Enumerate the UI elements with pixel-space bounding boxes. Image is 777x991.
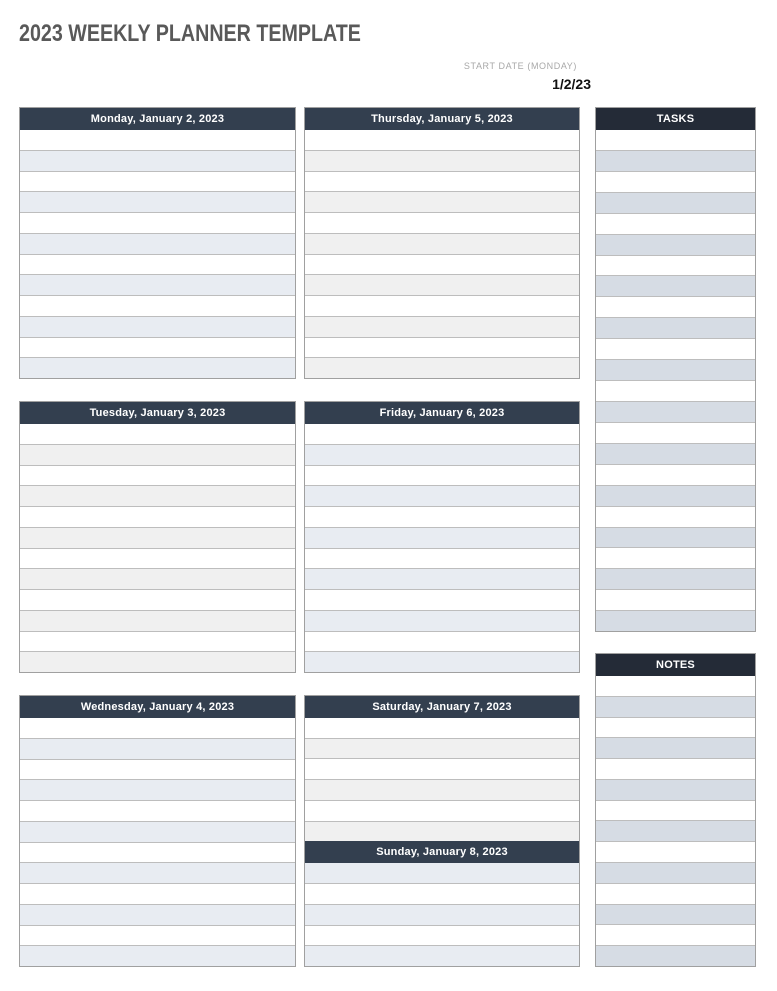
row-cell[interactable] xyxy=(596,945,755,966)
row-cell[interactable] xyxy=(305,150,579,171)
notes-header: NOTES xyxy=(596,654,755,676)
row-cell[interactable] xyxy=(305,191,579,212)
row-cell[interactable] xyxy=(596,130,755,150)
row-cell[interactable] xyxy=(20,883,295,904)
row-cell[interactable] xyxy=(305,316,579,337)
saturday-rows xyxy=(305,718,579,841)
row-cell[interactable] xyxy=(305,337,579,358)
row-cell[interactable] xyxy=(20,925,295,946)
row-cell[interactable] xyxy=(596,213,755,234)
tasks-rows xyxy=(596,130,755,631)
notes-panel xyxy=(595,653,756,967)
row-cell[interactable] xyxy=(305,945,579,966)
tuesday-rows xyxy=(20,424,295,672)
row-cell[interactable] xyxy=(305,548,579,569)
row-cell[interactable] xyxy=(20,130,295,150)
row-cell[interactable] xyxy=(596,589,755,610)
row-cell[interactable] xyxy=(305,357,579,378)
row-cell[interactable] xyxy=(305,589,579,610)
row-cell[interactable] xyxy=(20,424,295,444)
row-cell[interactable] xyxy=(596,610,755,631)
row-cell[interactable] xyxy=(596,568,755,589)
monday-rows xyxy=(20,130,295,378)
wednesday-header: Wednesday, January 4, 2023 xyxy=(20,696,295,718)
row-cell[interactable] xyxy=(20,631,295,652)
row-cell[interactable] xyxy=(305,758,579,779)
row-cell[interactable] xyxy=(596,820,755,841)
row-cell[interactable] xyxy=(20,274,295,295)
row-cell[interactable] xyxy=(305,738,579,759)
row-cell[interactable] xyxy=(305,779,579,800)
row-cell[interactable] xyxy=(596,359,755,380)
row-cell[interactable] xyxy=(20,800,295,821)
row-cell[interactable] xyxy=(20,465,295,486)
row-cell[interactable] xyxy=(596,255,755,276)
tasks-header: TASKS xyxy=(596,108,755,130)
day-panel-tuesday xyxy=(19,401,296,673)
row-cell[interactable] xyxy=(20,316,295,337)
row-cell[interactable] xyxy=(596,717,755,738)
row-cell[interactable] xyxy=(20,945,295,966)
row-cell[interactable] xyxy=(305,465,579,486)
row-cell[interactable] xyxy=(596,275,755,296)
row-cell[interactable] xyxy=(596,696,755,717)
tuesday-header: Tuesday, January 3, 2023 xyxy=(20,402,295,424)
row-cell[interactable] xyxy=(596,401,755,422)
row-cell[interactable] xyxy=(596,506,755,527)
row-cell[interactable] xyxy=(596,422,755,443)
row-cell[interactable] xyxy=(596,527,755,548)
row-cell[interactable] xyxy=(596,338,755,359)
friday-rows xyxy=(305,424,579,672)
row-cell[interactable] xyxy=(20,842,295,863)
row-cell[interactable] xyxy=(305,904,579,925)
row-cell[interactable] xyxy=(20,233,295,254)
row-cell[interactable] xyxy=(305,863,579,883)
row-cell[interactable] xyxy=(20,759,295,780)
day-panel-friday xyxy=(304,401,580,673)
row-cell[interactable] xyxy=(20,548,295,569)
day-panel-saturday-sunday xyxy=(304,695,580,967)
row-cell[interactable] xyxy=(596,779,755,800)
row-cell[interactable] xyxy=(20,568,295,589)
notes-rows xyxy=(596,676,755,966)
day-panel-thursday xyxy=(304,107,580,379)
page-title: 2023 WEEKLY PLANNER TEMPLATE xyxy=(19,20,361,47)
row-cell[interactable] xyxy=(20,527,295,548)
row-cell[interactable] xyxy=(596,883,755,904)
row-cell[interactable] xyxy=(305,444,579,465)
row-cell[interactable] xyxy=(305,485,579,506)
row-cell[interactable] xyxy=(20,904,295,925)
row-cell[interactable] xyxy=(596,676,755,696)
sunday-rows xyxy=(305,863,579,966)
row-cell[interactable] xyxy=(20,862,295,883)
row-cell[interactable] xyxy=(20,821,295,842)
friday-header: Friday, January 6, 2023 xyxy=(305,402,579,424)
row-cell[interactable] xyxy=(596,547,755,568)
wednesday-rows xyxy=(20,718,295,966)
start-date-label: START DATE (MONDAY) xyxy=(463,61,577,71)
row-cell[interactable] xyxy=(20,191,295,212)
row-cell[interactable] xyxy=(20,212,295,233)
row-cell[interactable] xyxy=(20,718,295,738)
row-cell[interactable] xyxy=(20,357,295,378)
row-cell[interactable] xyxy=(305,527,579,548)
row-cell[interactable] xyxy=(596,234,755,255)
row-cell[interactable] xyxy=(20,337,295,358)
row-cell[interactable] xyxy=(20,444,295,465)
thursday-header: Thursday, January 5, 2023 xyxy=(305,108,579,130)
row-cell[interactable] xyxy=(596,464,755,485)
row-cell[interactable] xyxy=(596,737,755,758)
row-cell[interactable] xyxy=(20,651,295,672)
row-cell[interactable] xyxy=(305,800,579,821)
row-cell[interactable] xyxy=(305,821,579,842)
row-cell[interactable] xyxy=(596,317,755,338)
row-cell[interactable] xyxy=(20,738,295,759)
row-cell[interactable] xyxy=(305,130,579,150)
row-cell[interactable] xyxy=(20,506,295,527)
row-cell[interactable] xyxy=(305,233,579,254)
row-cell[interactable] xyxy=(305,171,579,192)
row-cell[interactable] xyxy=(305,631,579,652)
row-cell[interactable] xyxy=(20,295,295,316)
thursday-rows xyxy=(305,130,579,378)
row-cell[interactable] xyxy=(20,610,295,631)
row-cell[interactable] xyxy=(20,171,295,192)
row-cell[interactable] xyxy=(20,779,295,800)
row-cell[interactable] xyxy=(305,295,579,316)
row-cell[interactable] xyxy=(305,424,579,444)
row-cell[interactable] xyxy=(596,485,755,506)
monday-header: Monday, January 2, 2023 xyxy=(20,108,295,130)
row-cell[interactable] xyxy=(596,800,755,821)
row-cell[interactable] xyxy=(20,254,295,275)
row-cell[interactable] xyxy=(305,651,579,672)
start-date-value[interactable]: 1/2/23 xyxy=(552,76,591,92)
row-cell[interactable] xyxy=(305,506,579,527)
row-cell[interactable] xyxy=(305,274,579,295)
row-cell[interactable] xyxy=(596,296,755,317)
row-cell[interactable] xyxy=(596,758,755,779)
row-cell[interactable] xyxy=(596,924,755,945)
row-cell[interactable] xyxy=(596,862,755,883)
day-panel-monday xyxy=(19,107,296,379)
row-cell[interactable] xyxy=(596,192,755,213)
row-cell[interactable] xyxy=(596,171,755,192)
row-cell[interactable] xyxy=(596,841,755,862)
row-cell[interactable] xyxy=(596,904,755,925)
row-cell[interactable] xyxy=(305,925,579,946)
row-cell[interactable] xyxy=(305,568,579,589)
row-cell[interactable] xyxy=(305,610,579,631)
sunday-header: Sunday, January 8, 2023 xyxy=(305,841,579,863)
row-cell[interactable] xyxy=(20,150,295,171)
row-cell[interactable] xyxy=(596,443,755,464)
row-cell[interactable] xyxy=(305,212,579,233)
day-panel-wednesday xyxy=(19,695,296,967)
tasks-panel xyxy=(595,107,756,632)
row-cell[interactable] xyxy=(596,380,755,401)
row-cell[interactable] xyxy=(305,883,579,904)
start-date-block xyxy=(463,61,591,92)
row-cell[interactable] xyxy=(596,150,755,171)
row-cell[interactable] xyxy=(305,254,579,275)
row-cell[interactable] xyxy=(20,485,295,506)
row-cell[interactable] xyxy=(305,718,579,738)
saturday-header: Saturday, January 7, 2023 xyxy=(305,696,579,718)
row-cell[interactable] xyxy=(20,589,295,610)
